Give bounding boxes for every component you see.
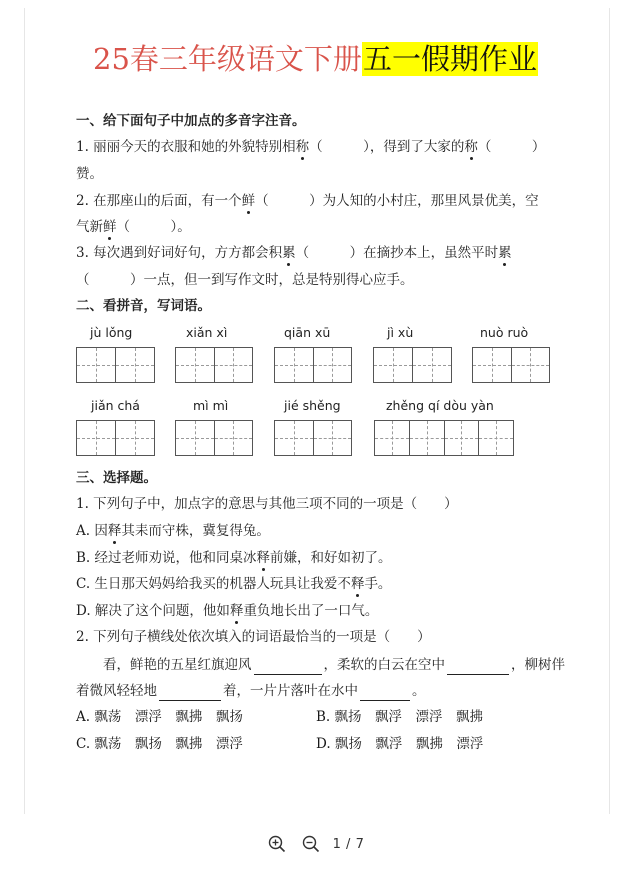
tianzige-grid[interactable] <box>274 420 352 456</box>
s1-q3-line1: 3. 每次遇到好词好句，方方都会积累（ ）在摘抄本上，虽然平时累 <box>76 245 512 261</box>
pinyin-label: jì xù <box>387 325 414 340</box>
page-indicator: 1 / 7 <box>332 836 365 852</box>
s3-q1-option-d[interactable]: D. 解决了这个问题，他如释重负地长出了一口气。 <box>76 603 379 619</box>
pinyin-label: qiān xū <box>284 325 331 340</box>
s3-q2-option-c[interactable]: C. 飘荡 飘扬 飘拂 漂浮 <box>76 736 243 752</box>
s3-q1: 1. 下列句子中，加点字的意思与其他三项不同的一项是（ ） <box>76 496 458 512</box>
s3-q2-option-d[interactable]: D. 飘扬 飘浮 飘拂 漂浮 <box>316 736 484 752</box>
page-title <box>0 40 631 78</box>
fill-blank[interactable] <box>254 659 322 675</box>
s3-q1-option-c[interactable]: C. 生日那天妈妈给我买的机器人玩具让我爱不释手。 <box>76 576 392 592</box>
s3-q2-option-b[interactable]: B. 飘扬 飘浮 漂浮 飘拂 <box>316 709 484 725</box>
s1-q1-line2: 赞。 <box>76 166 103 182</box>
tianzige-grid[interactable] <box>175 420 253 456</box>
s3-q1-option-b[interactable]: B. 经过老师劝说，他和同桌冰释前嫌，和好如初了。 <box>76 550 392 566</box>
pinyin-label: xiǎn xì <box>186 325 228 340</box>
title-part-highlighted: 五一假期作业 <box>362 42 537 76</box>
pinyin-label: jié shěng <box>284 398 341 413</box>
tianzige-grid[interactable] <box>274 347 352 383</box>
s1-q2-line1: 2. 在那座山的后面，有一个鲜（ ）为人知的小村庄，那里风景优美，空 <box>76 193 539 209</box>
s1-q2-line2: 气新鲜（ ）。 <box>76 219 191 235</box>
fill-blank[interactable] <box>447 659 509 675</box>
zoom-out-icon[interactable] <box>301 834 321 854</box>
tianzige-grid[interactable] <box>374 420 514 456</box>
pinyin-label: jù lǒng <box>90 325 133 340</box>
pinyin-label: nuò ruò <box>480 325 529 340</box>
s3-q2-passage-line2: 着微风轻轻地 着，一片片落叶在水中 。 <box>76 683 426 699</box>
tianzige-grid[interactable] <box>76 347 155 383</box>
s3-q2: 2. 下列句子横线处依次填入的词语最恰当的一项是（ ） <box>76 629 431 645</box>
title-part-red: 25春三年级语文下册 <box>93 42 362 76</box>
tianzige-grid[interactable] <box>175 347 253 383</box>
pinyin-label: mì mì <box>193 398 229 413</box>
tianzige-grid[interactable] <box>472 347 550 383</box>
fill-blank[interactable] <box>159 685 221 701</box>
pinyin-label: jiǎn chá <box>91 398 140 413</box>
section3-heading: 三、选择题。 <box>76 470 157 486</box>
section2-heading: 二、看拼音，写词语。 <box>76 298 211 314</box>
s3-q2-passage-line1: 看，鲜艳的五星红旗迎风 ，柔软的白云在空中 ，柳树伴 <box>103 657 565 673</box>
s1-q1-line1: 1. 丽丽今天的衣服和她的外貌特别相称（ ），得到了大家的称（ ） <box>76 139 546 155</box>
pinyin-label: zhěng qí dòu yàn <box>386 398 494 413</box>
tianzige-grid[interactable] <box>76 420 155 456</box>
tianzige-grid[interactable] <box>373 347 452 383</box>
fill-blank[interactable] <box>360 685 410 701</box>
section1-heading: 一、给下面句子中加点的多音字注音。 <box>76 113 306 129</box>
viewer-toolbar <box>0 830 631 858</box>
s3-q1-option-a[interactable]: A. 因释其耒而守株，冀复得兔。 <box>76 523 270 539</box>
zoom-in-icon[interactable] <box>267 834 287 854</box>
s3-q2-option-a[interactable]: A. 飘荡 漂浮 飘拂 飘扬 <box>76 709 243 725</box>
s1-q3-line2: （ ）一点，但一到写作文时，总是特别得心应手。 <box>76 272 414 288</box>
